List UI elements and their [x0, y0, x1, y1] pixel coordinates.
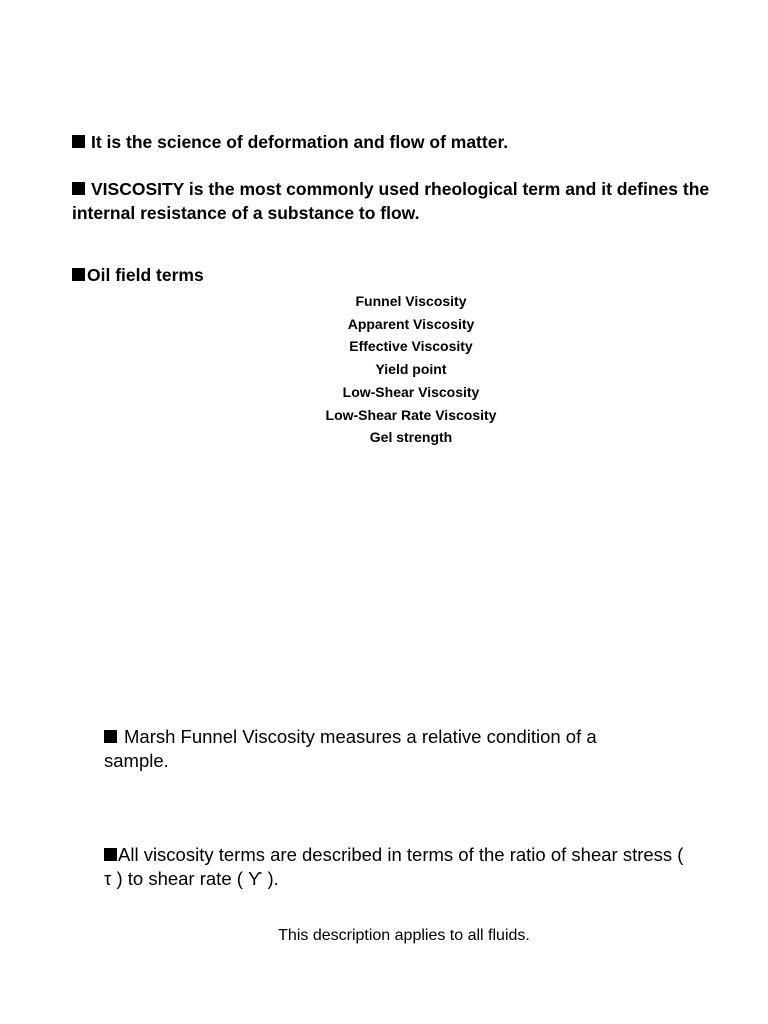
square-bullet-icon [72, 135, 85, 148]
applies-note: This description applies to all fluids. [278, 927, 530, 944]
definition-text: It is the science of deformation and flow of matter. [91, 132, 509, 152]
marsh-funnel-paragraph [104, 725, 664, 773]
list-item: Apparent Viscosity [347, 315, 475, 332]
list-item: Gel strength [369, 429, 453, 446]
square-bullet-icon [104, 848, 117, 861]
definition-paragraph [72, 130, 508, 154]
oil-field-terms-list [260, 290, 562, 449]
list-item: Effective Viscosity [349, 338, 473, 355]
oil-field-heading [72, 263, 204, 287]
list-item: Low-Shear Rate Viscosity [325, 406, 497, 423]
list-item: Low-Shear Viscosity [342, 383, 480, 400]
viscosity-paragraph [72, 177, 722, 225]
ratio-paragraph [104, 843, 684, 891]
list-item: Funnel Viscosity [355, 293, 467, 309]
square-bullet-icon [72, 182, 85, 195]
square-bullet-icon [104, 730, 117, 743]
viscosity-text: VISCOSITY is the most commonly used rheological term and it defines the internal resistance of a substance to flow. [72, 179, 710, 223]
marsh-funnel-text: Marsh Funnel Viscosity measures a relative condition of a sample. [104, 726, 597, 771]
list-item: Yield point [375, 361, 447, 378]
oil-field-heading-text: Oil field terms [87, 265, 204, 285]
ratio-text: All viscosity terms are described in terms of the ratio of shear stress ( τ ) to shear rate ( ϒ ). [104, 844, 684, 889]
square-bullet-icon [72, 268, 85, 281]
